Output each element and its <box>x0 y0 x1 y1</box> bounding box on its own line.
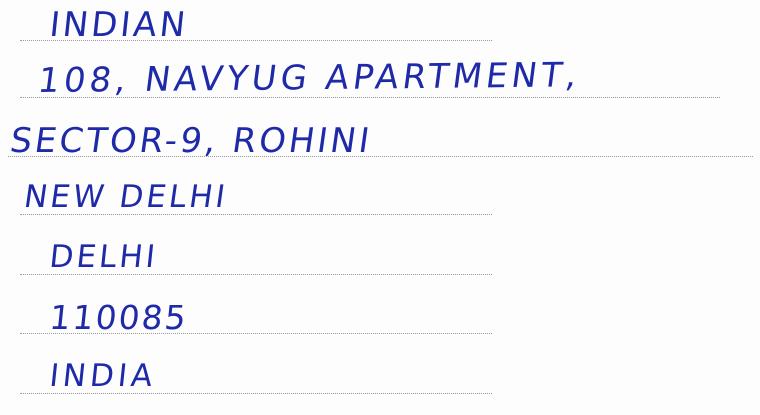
address-line-sector: SECTOR-9, ROHINI <box>7 121 375 161</box>
address-line-state: DELHI <box>47 239 160 275</box>
address-line-name: INDIAN <box>47 5 191 45</box>
address-line-city: NEW DELHI <box>21 179 231 215</box>
address-line-street: 108, NAVYUG APARTMENT, <box>35 55 584 101</box>
address-line-country: INDIA <box>47 358 159 394</box>
address-line-pincode: 110085 <box>47 298 190 337</box>
